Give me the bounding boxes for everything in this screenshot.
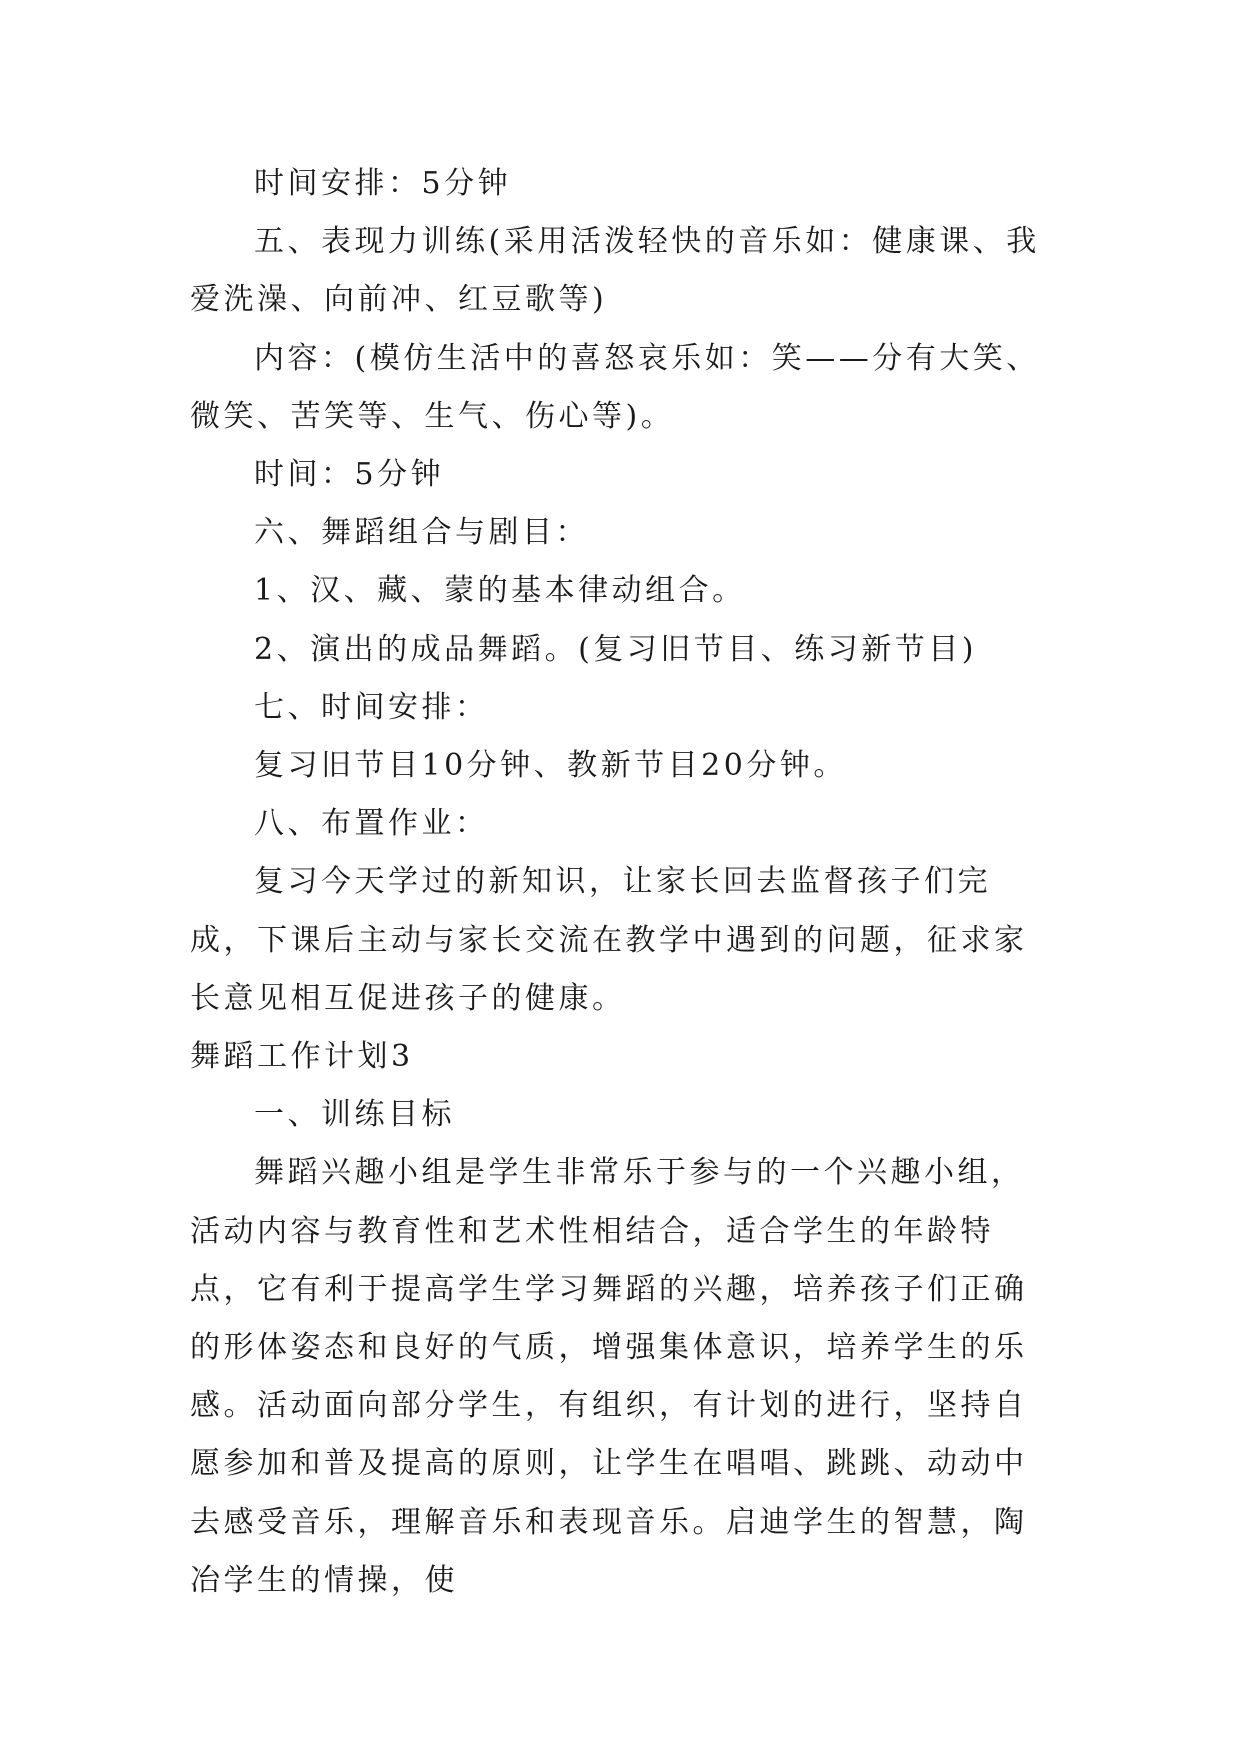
paragraph-homework: 复习今天学过的新知识，让家长回去监督孩子们完成，下课后主动与家长交流在教学中遇到的问题，征求家长意见相互促进孩子的健康。 (190, 864, 1028, 1016)
paragraph-dance-combination: 六、舞蹈组合与剧目： (254, 515, 589, 551)
section-title: 舞蹈工作计划3 (190, 1039, 414, 1075)
paragraph-item-2: 2、演出的成品舞蹈。(复习旧节目、练习新节目) (254, 631, 977, 667)
paragraph-time-schedule: 复习旧节目10分钟、教新节目20分钟。 (254, 748, 847, 784)
paragraph-homework-heading: 八、布置作业： (254, 806, 489, 842)
document-body (190, 155, 1050, 1610)
subsection-heading: 一、训练目标 (254, 1097, 455, 1133)
paragraph-training-goal: 舞蹈兴趣小组是学生非常乐于参与的一个兴趣小组，活动内容与教育性和艺术性相结合，适合学生的年龄特点，它有利于提高学生学习舞蹈的兴趣，培养孩子们正确的形体姿态和良好的气质，增强集体意识，培养学生的乐感。活动面向部分学生，有组织，有计划的进行，坚持自愿参加和普及提高的原则，让学生在唱唱、跳跳、动动中去感受音乐，理解音乐和表现音乐。启迪学生的智慧，陶冶学生的情操，使 (190, 1155, 1028, 1598)
paragraph-content: 内容：(模仿生活中的喜怒哀乐如：笑——分有大笑、微笑、苦笑等、生气、伤心等)。 (190, 340, 1040, 434)
paragraph-item-1: 1、汉、藏、蒙的基本律动组合。 (254, 573, 746, 609)
paragraph-expression-training: 五、表现力训练(采用活泼轻快的音乐如：健康课、我爱洗澡、向前冲、红豆歌等) (190, 224, 1040, 318)
paragraph-time-schedule-heading: 七、时间安排： (254, 689, 489, 725)
paragraph-time: 时间：5分钟 (254, 457, 445, 493)
paragraph-time-arrangement: 时间安排：5分钟 (254, 166, 512, 201)
